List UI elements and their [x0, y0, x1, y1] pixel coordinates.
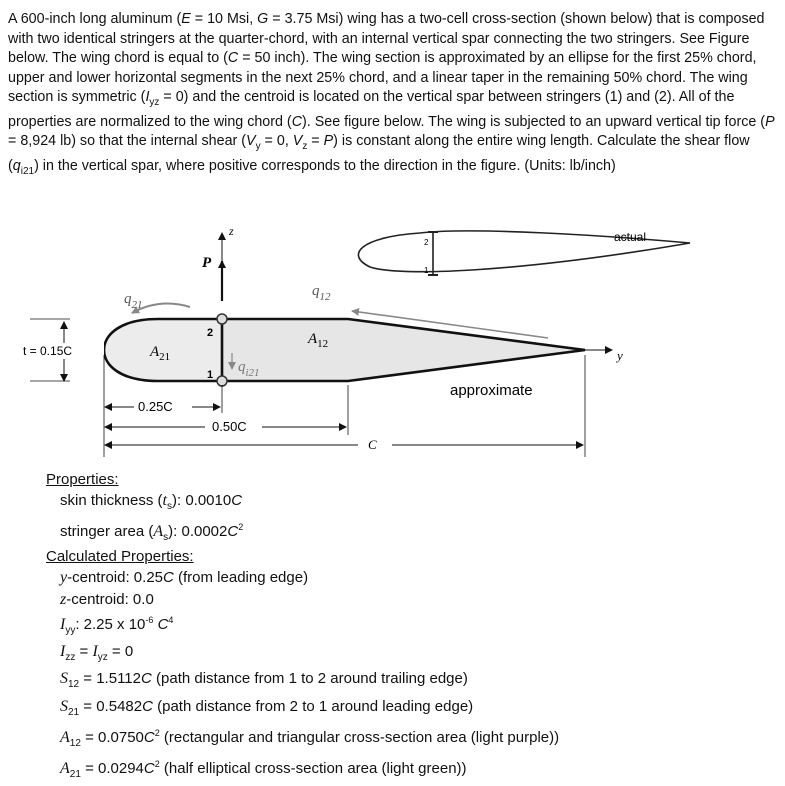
- symbol-P-2: P: [323, 133, 334, 150]
- y-centroid-row: y-centroid: 0.25C (from leading edge): [60, 569, 309, 587]
- symbol-Iyz: I: [145, 89, 150, 106]
- problem-text-4: = 50 inch). The wing section is approximated by an ellipse for the first 25% chord, upper and lower horizontal segments in the next 25% chord, and a linear taper in the remaining 50% chord. The wing section is symmetric (: [8, 50, 757, 106]
- cell-21-fill: [104, 319, 222, 381]
- problem-text-10: ) is constant along the entire wing length. Calculate the shear flow (: [8, 133, 750, 174]
- symbol-q-sub: i21: [20, 165, 35, 177]
- stringer-area-row: stringer area $(A_s)$: $0.0002C^2$: [60, 522, 244, 543]
- izz-iyz-row: $I_{zz} = I_{yz} = 0$: [60, 643, 134, 664]
- stringer-1: [217, 376, 227, 386]
- wing-section-figure: [0, 205, 785, 465]
- symbol-G: G: [257, 11, 269, 27]
- symbol-C-2: C: [291, 113, 303, 130]
- stringer-2-label: 2: [207, 327, 214, 339]
- actual-label: actual: [614, 230, 647, 244]
- skin-thickness-row: skin thickness $(t_s)$: 0.0010C: [60, 492, 243, 512]
- z-axis-label: z: [229, 224, 234, 238]
- problem-text-6: ). See figure below. The wing is subjected to an upward vertical tip force (: [302, 113, 766, 130]
- symbol-Vz: V: [292, 133, 303, 150]
- problem-text-1: A 600-inch long aluminum (: [8, 11, 182, 27]
- problem-text-7: = 8,924 lb) so that the internal shear (: [8, 133, 247, 150]
- symbol-Iyz-sub: yz: [149, 97, 160, 109]
- problem-text-8: = 0,: [260, 133, 293, 150]
- q12-label: $q_{12}$: [312, 283, 331, 303]
- symbol-C: C: [227, 50, 239, 67]
- symbol-E: E: [181, 11, 191, 27]
- problem-statement: [8, 10, 783, 181]
- symbol-Vz-sub: z: [302, 141, 308, 153]
- dim-050-label: 0.50C: [212, 419, 247, 434]
- A21-label: $A_{21}$: [150, 344, 171, 363]
- calculated-properties-heading: Calculated Properties:: [46, 548, 194, 565]
- dim-C-label: C: [368, 437, 377, 452]
- approximate-label: approximate: [450, 382, 533, 399]
- y-axis-label: y: [617, 348, 623, 363]
- symbol-q: q: [12, 157, 21, 174]
- qi21-label: $q_{i21}$: [238, 359, 260, 379]
- wing-section-diagram: [0, 205, 785, 465]
- stringer-2: [217, 314, 227, 324]
- problem-text-5: = 0) and the centroid is located on the vertical spar between stringers (1) and (2). All of the properties are normalized to the wing chord (: [8, 89, 735, 130]
- actual-stringer-1-label: 1: [424, 266, 429, 275]
- calculated-properties-section: [46, 546, 559, 786]
- A12-label: $A_{12}$: [308, 331, 329, 350]
- symbol-P: P: [765, 113, 775, 130]
- z-centroid-row: z-centroid: 0.0: [60, 590, 154, 608]
- properties-heading: Properties:: [46, 471, 119, 488]
- symbol-Vy-sub: y: [255, 141, 261, 153]
- dim-025-label: 0.25C: [138, 399, 173, 414]
- a12-row: $A_{12} = 0.0750C^2$ (rectangular and triangular cross-section area (light purple)): [60, 728, 560, 750]
- s12-row: $S_{12} = 1.5112C$ (path distance from 1 to 2 around trailing edge): [60, 670, 468, 691]
- cell-12-fill: [222, 319, 585, 381]
- stringer-1-label: 1: [207, 369, 214, 381]
- a21-row: $A_{21} = 0.0294C^2$ (half elliptical cross-section area (light green)): [60, 759, 467, 781]
- properties-section: [46, 469, 243, 548]
- symbol-Vy: V: [246, 133, 256, 150]
- problem-text-9: =: [307, 133, 324, 150]
- problem-text-11: ) in the vertical spar, where positive corresponds to the direction in the figure. (Units: lb/inch): [34, 157, 616, 174]
- problem-text-3: = 3.75 Msi) wing has a two-cell cross-section (shown below) that is composed with two identical stringers at the quarter-chord, with an internal vertical spar connecting the two stringers. See Figure below. The wing chord is equal to (: [8, 11, 765, 67]
- actual-stringer-2-label: 2: [424, 238, 429, 247]
- q21-label: $q_{21}$: [124, 291, 143, 311]
- tip-force-label: P: [202, 255, 212, 271]
- problem-text-2: = 10 Msi,: [190, 11, 258, 27]
- iyy-row: $I_{yy}$: 2.25 x $10^{-6}$ $C^4$: [60, 614, 174, 636]
- thickness-label: t = 0.15C: [23, 344, 73, 358]
- s21-row: $S_{21} = 0.5482C$ (path distance from 2 to 1 around leading edge): [60, 697, 474, 718]
